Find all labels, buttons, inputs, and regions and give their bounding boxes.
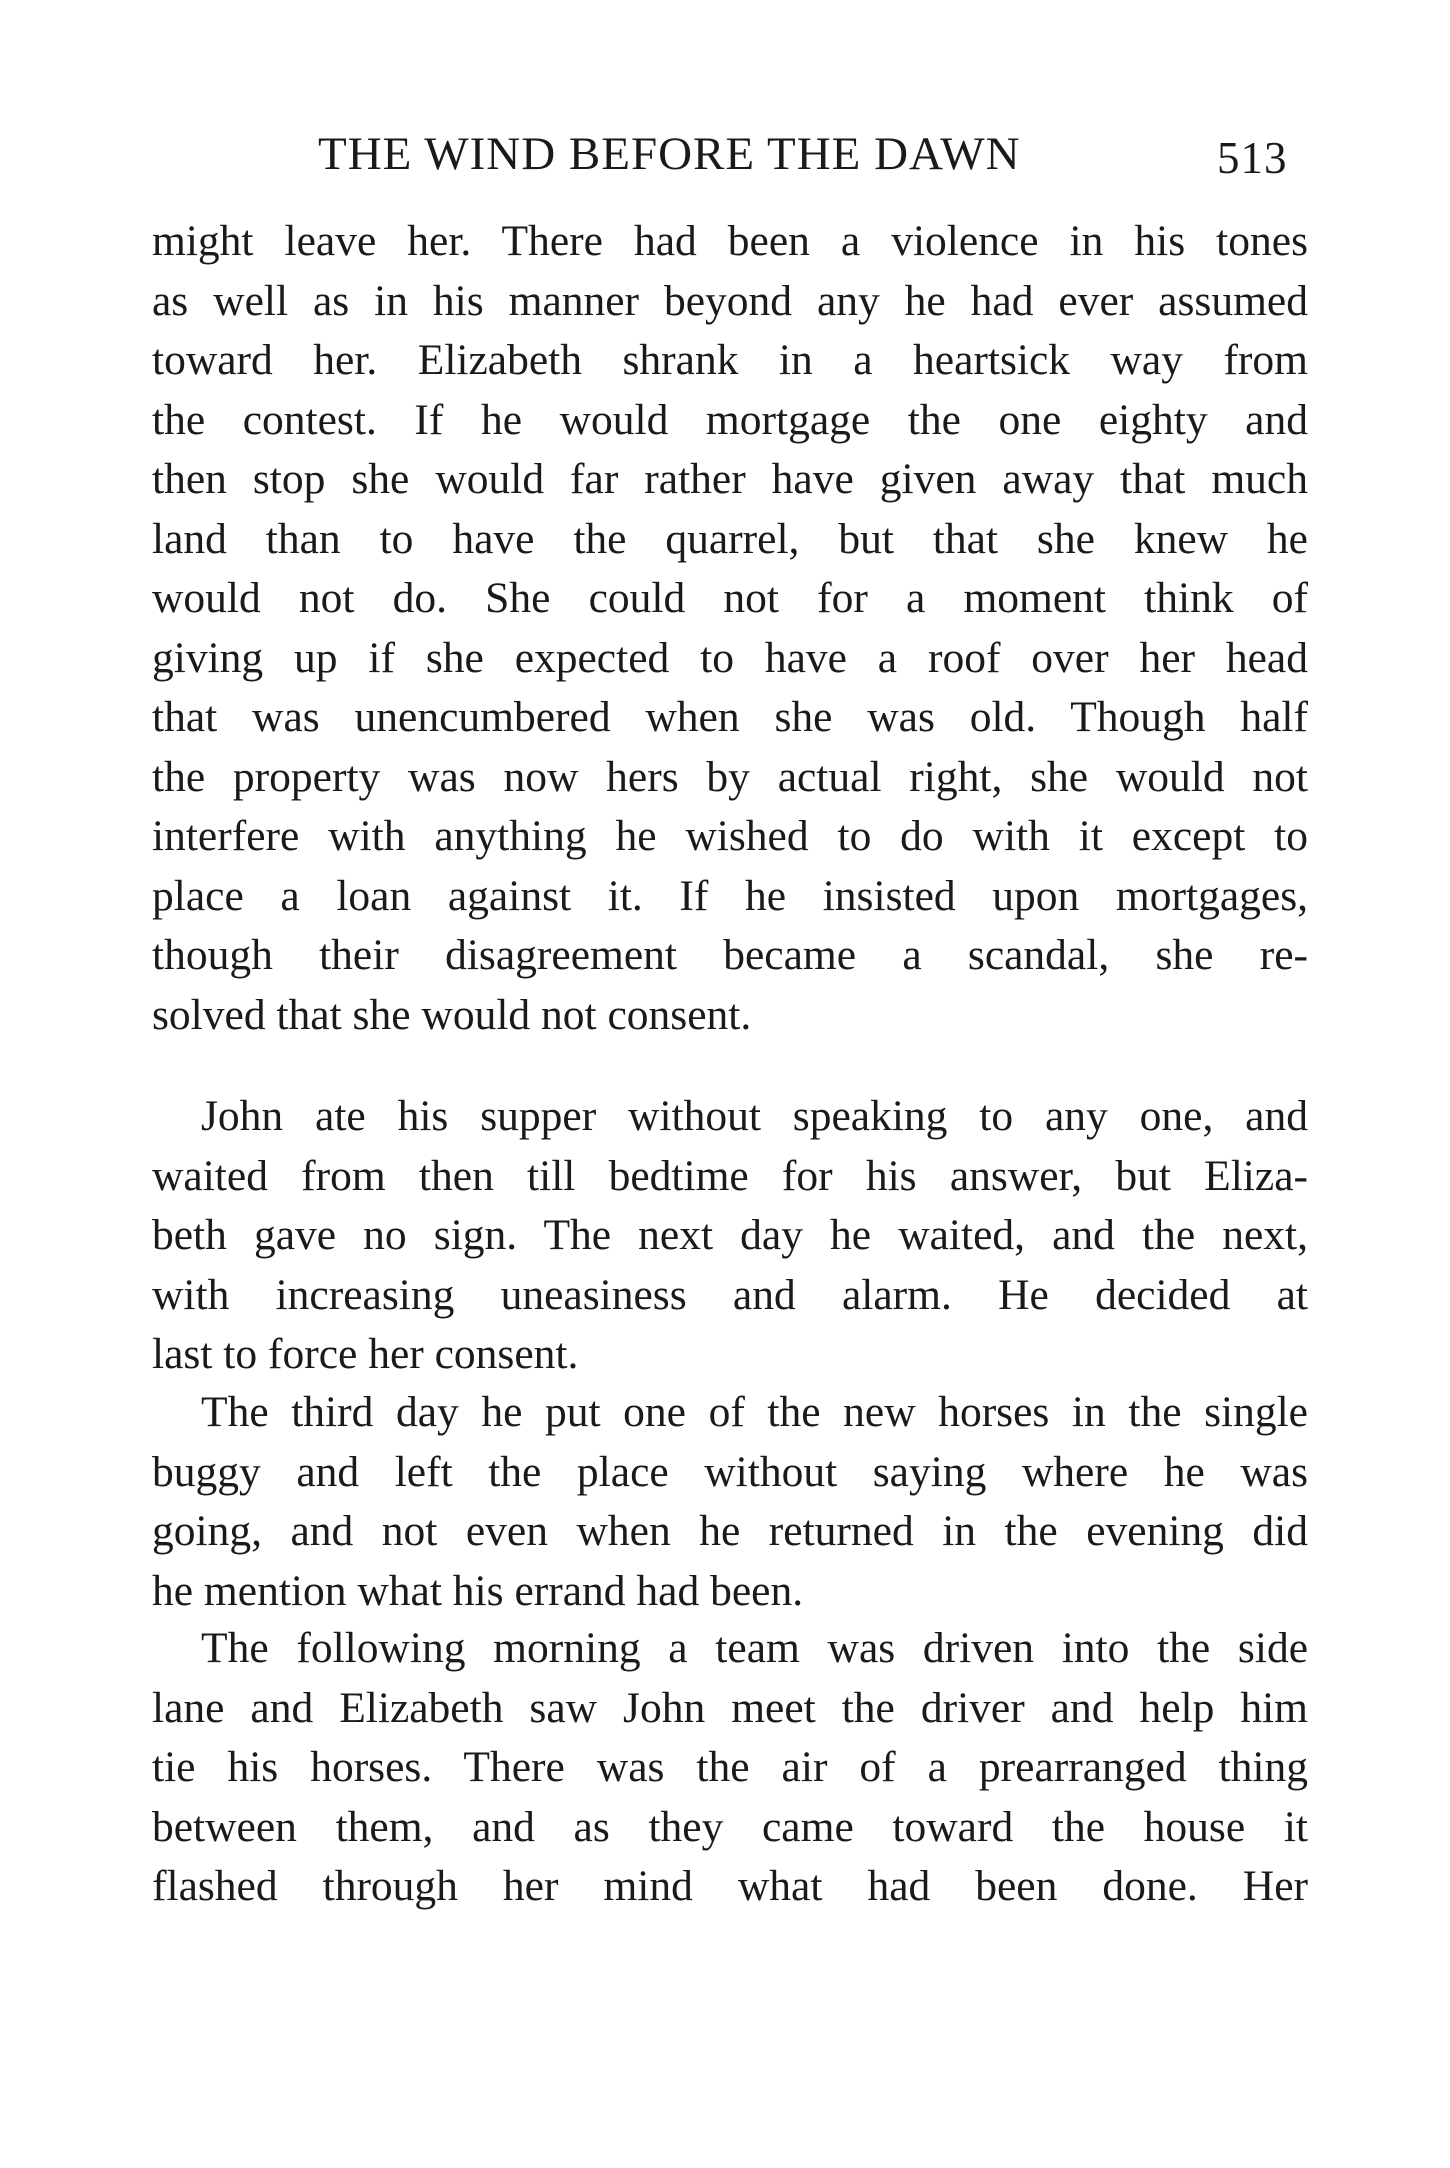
text-line: The following morning a team was driven into the side xyxy=(201,1624,1308,1672)
text-line: might leave her. There had been a violence in his tones xyxy=(152,217,1308,265)
text-line: that was unencumbered when she was old. Though half xyxy=(152,693,1308,741)
text-line: buggy and left the place without saying where he was xyxy=(152,1447,1308,1496)
text-line: the contest. If he would mortgage the one eighty and xyxy=(152,395,1308,444)
text-line: lane and Elizabeth saw John meet the driver and help him xyxy=(152,1683,1308,1732)
text-line: beth gave no sign. The next day he waited, and the next, xyxy=(152,1211,1308,1259)
text-line: then stop she would far rather have given away that much xyxy=(152,455,1308,503)
text-line: as well as in his manner beyond any he had ever assumed xyxy=(152,276,1308,325)
running-head-title: THE WIND BEFORE THE DAWN xyxy=(318,128,1021,180)
text-line: the property was now hers by actual right, she would not xyxy=(152,752,1308,801)
text-line: John ate his supper without speaking to any one, and xyxy=(201,1092,1308,1140)
text-line: waited from then till bedtime for his answer, but Eliza- xyxy=(152,1151,1308,1200)
text-line: The third day he put one of the new horses in the single xyxy=(201,1388,1308,1436)
text-line: flashed through her mind what had been done. Her xyxy=(152,1862,1308,1910)
text-line: going, and not even when he returned in the evening did xyxy=(152,1507,1308,1555)
text-line: tie his horses. There was the air of a prearranged thing xyxy=(152,1743,1308,1791)
text-line: land than to have the quarrel, but that she knew he xyxy=(152,514,1308,563)
page-number: 513 xyxy=(1217,133,1288,183)
text-line: he mention what his errand had been. xyxy=(152,1566,804,1615)
paragraph-4 xyxy=(152,1619,1308,1917)
text-line: between them, and as they came toward the house it xyxy=(152,1802,1308,1851)
paragraph-1 xyxy=(152,212,1308,1045)
text-line: with increasing uneasiness and alarm. He decided at xyxy=(152,1270,1308,1319)
text-line: solved that she would not consent. xyxy=(152,990,752,1039)
text-line: though their disagreement became a scandal, she re- xyxy=(152,931,1308,979)
text-line: toward her. Elizabeth shrank in a heartsick way from xyxy=(152,336,1308,384)
text-line: would not do. She could not for a moment think of xyxy=(152,574,1308,622)
paragraph-3 xyxy=(152,1383,1308,1621)
text-line: giving up if she expected to have a roof over her head xyxy=(152,633,1308,682)
text-line: last to force her consent. xyxy=(152,1330,579,1378)
paragraph-2 xyxy=(152,1087,1308,1385)
text-line: place a loan against it. If he insisted upon mortgages, xyxy=(152,871,1308,920)
text-line: interfere with anything he wished to do with it except to xyxy=(152,812,1308,860)
